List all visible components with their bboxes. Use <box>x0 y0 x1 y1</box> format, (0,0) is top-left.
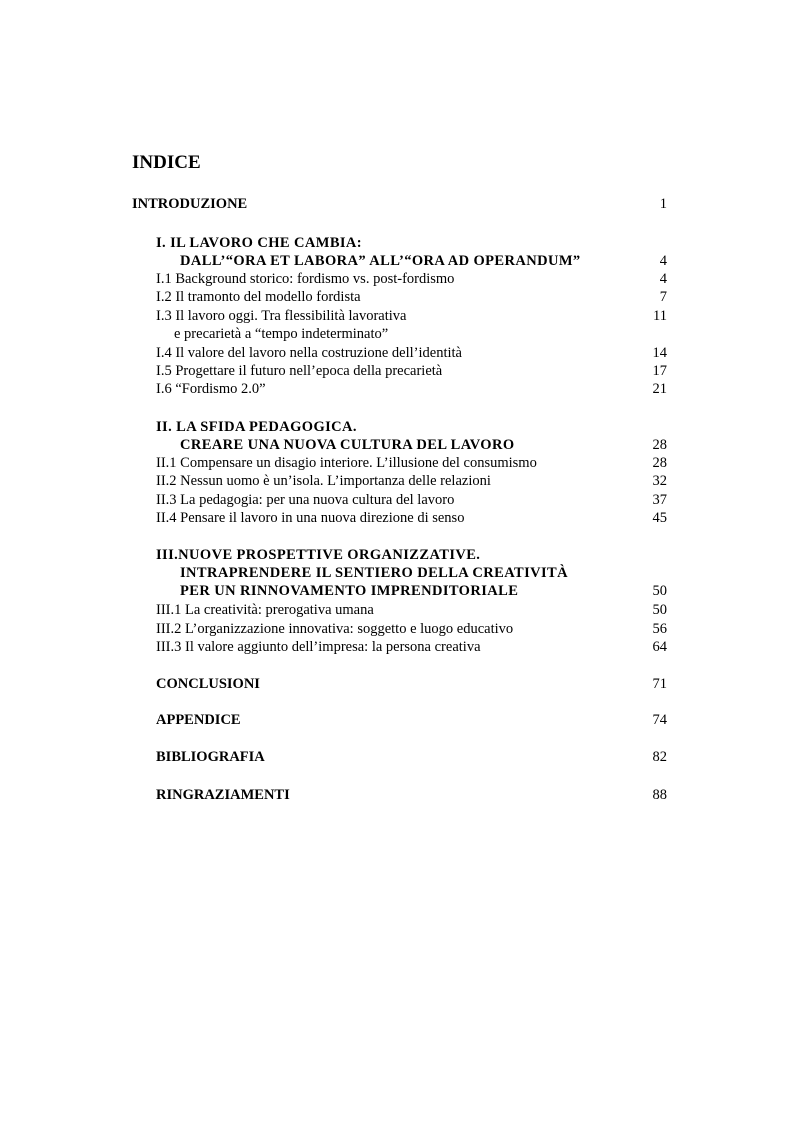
toc-entry-introduzione <box>0 195 794 213</box>
toc-section-3-1 <box>0 601 794 619</box>
toc-section-1-4 <box>0 344 794 362</box>
toc-entry-label: CONCLUSIONI <box>156 676 260 692</box>
toc-page-number: 7 <box>659 289 667 305</box>
toc-entry-label: INTRAPRENDERE IL SENTIERO DELLA CREATIVITÀ <box>180 565 568 581</box>
toc-page-number: 32 <box>652 473 667 489</box>
toc-page-number: 50 <box>652 602 667 618</box>
toc-page-number: 28 <box>652 437 667 453</box>
toc-page-number: 50 <box>652 583 667 599</box>
toc-chapter-2-heading <box>0 418 794 436</box>
toc-section-1-2 <box>0 288 794 306</box>
toc-entry-label: PER UN RINNOVAMENTO IMPRENDITORIALE <box>180 583 519 599</box>
toc-entry-label: RINGRAZIAMENTI <box>156 787 290 803</box>
toc-entry-label: III.NUOVE PROSPETTIVE ORGANIZZATIVE. <box>156 547 481 563</box>
toc-entry-bibliografia <box>0 748 794 766</box>
toc-entry-label: III.2 L’organizzazione innovativa: soggetto e luogo educativo <box>156 621 514 637</box>
toc-page-number: 88 <box>652 787 667 803</box>
toc-chapter-3-subtitle-1 <box>0 564 794 582</box>
toc-entry-label: II.2 Nessun uomo è un’isola. L’importanza delle relazioni <box>156 473 491 489</box>
toc-section-2-1 <box>0 454 794 472</box>
toc-entry-ringraziamenti <box>0 786 794 804</box>
toc-entry-label: III.1 La creatività: prerogativa umana <box>156 602 374 618</box>
toc-section-1-6 <box>0 380 794 398</box>
toc-entry-label: INTRODUZIONE <box>132 196 248 212</box>
toc-page-number: 21 <box>652 381 667 397</box>
toc-entry-label: I. IL LAVORO CHE CAMBIA: <box>156 235 363 251</box>
toc-entry-label: II.4 Pensare il lavoro in una nuova direzione di senso <box>156 510 465 526</box>
toc-page-number: 37 <box>652 492 667 508</box>
toc-entry-label: I.3 Il lavoro oggi. Tra flessibilità lavorativa <box>156 308 407 324</box>
toc-page-number: 4 <box>659 271 667 287</box>
toc-page-number: 82 <box>652 749 667 765</box>
toc-page-number: 17 <box>652 363 667 379</box>
toc-section-2-3 <box>0 491 794 509</box>
toc-page-number: 1 <box>659 196 667 212</box>
toc-page-number: 11 <box>653 308 667 324</box>
toc-page-number: 56 <box>652 621 667 637</box>
toc-entry-label: BIBLIOGRAFIA <box>156 749 265 765</box>
toc-page-number: 64 <box>652 639 667 655</box>
toc-entry-label: CREARE UNA NUOVA CULTURA DEL LAVORO <box>180 437 515 453</box>
toc-entry-label: III.3 Il valore aggiunto dell’impresa: la persona creativa <box>156 639 481 655</box>
toc-section-1-5 <box>0 362 794 380</box>
toc-section-1-1 <box>0 270 794 288</box>
toc-entry-label: I.5 Progettare il futuro nell’epoca della precarietà <box>156 363 443 379</box>
toc-section-1-3-continued <box>0 325 794 343</box>
toc-page-number: 4 <box>659 253 667 269</box>
toc-page-number: 45 <box>652 510 667 526</box>
toc-entry-label: I.4 Il valore del lavoro nella costruzione dell’identità <box>156 345 462 361</box>
toc-page-number: 71 <box>652 676 667 692</box>
toc-chapter-3-heading <box>0 546 794 564</box>
toc-chapter-1-subtitle <box>0 252 794 270</box>
toc-entry-label: APPENDICE <box>156 712 241 728</box>
toc-section-2-4 <box>0 509 794 527</box>
index-title: INDICE <box>132 152 201 173</box>
toc-entry-label: I.6 “Fordismo 2.0” <box>156 381 266 397</box>
toc-section-2-2 <box>0 472 794 490</box>
toc-chapter-2-subtitle <box>0 436 794 454</box>
toc-section-3-2 <box>0 620 794 638</box>
toc-section-3-3 <box>0 638 794 656</box>
toc-chapter-3-subtitle-2 <box>0 582 794 600</box>
toc-entry-label: DALL’“ORA ET LABORA” ALL’“ORA AD OPERANDUM” <box>180 253 581 269</box>
toc-entry-label: II. LA SFIDA PEDAGOGICA. <box>156 419 357 435</box>
toc-chapter-1-heading <box>0 234 794 252</box>
toc-entry-label: II.1 Compensare un disagio interiore. L’illusione del consumismo <box>156 455 537 471</box>
toc-page-number: 28 <box>652 455 667 471</box>
toc-page-number: 14 <box>652 345 667 361</box>
toc-entry-appendice <box>0 711 794 729</box>
toc-page-number: 74 <box>652 712 667 728</box>
toc-entry-label: II.3 La pedagogia: per una nuova cultura del lavoro <box>156 492 455 508</box>
toc-section-1-3 <box>0 307 794 325</box>
toc-entry-conclusioni <box>0 675 794 693</box>
toc-entry-label: I.2 Il tramonto del modello fordista <box>156 289 361 305</box>
toc-entry-label: I.1 Background storico: fordismo vs. post-fordismo <box>156 271 455 287</box>
toc-entry-label: e precarietà a “tempo indeterminato” <box>174 326 389 342</box>
